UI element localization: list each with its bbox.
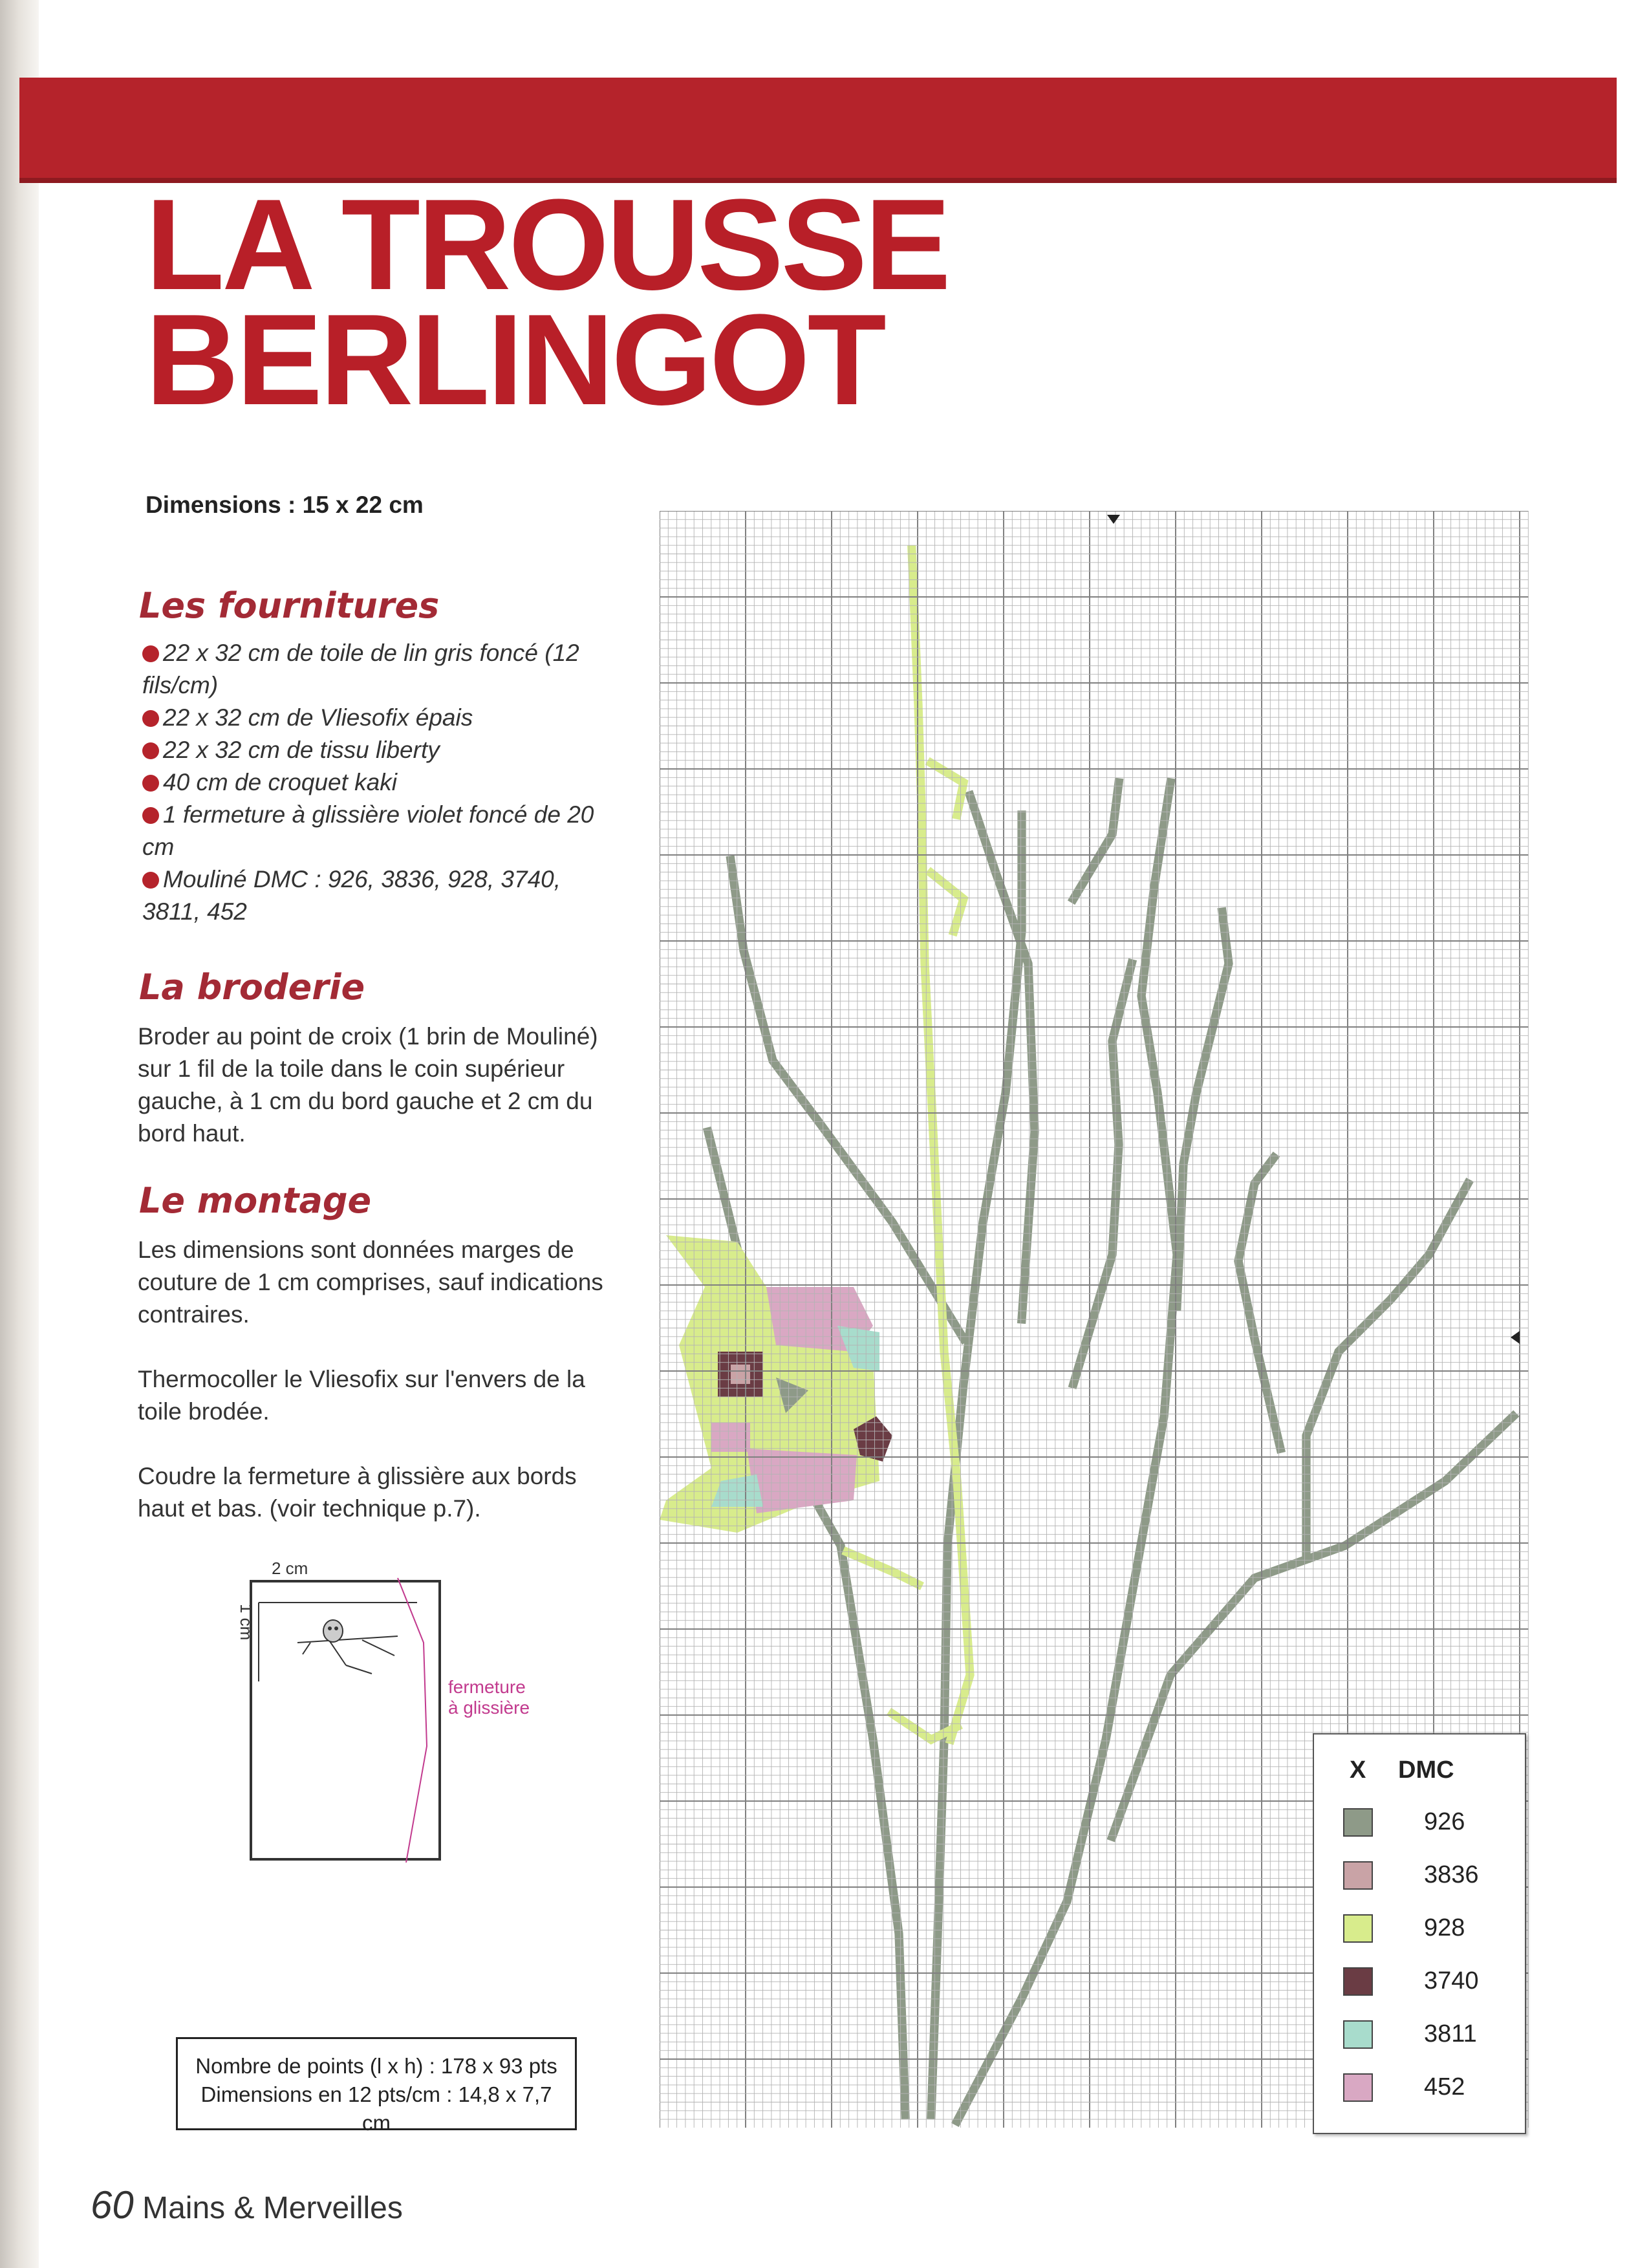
label-2cm: 2 cm	[272, 1559, 308, 1578]
owl-cheek	[711, 1423, 750, 1452]
list-item: 40 cm de croquet kaki	[142, 766, 608, 799]
legend-code: 3836	[1424, 1861, 1479, 1888]
header-band	[19, 78, 1617, 178]
list-item: 22 x 32 cm de tissu liberty	[142, 734, 608, 766]
list-item: Mouliné DMC : 926, 3836, 928, 3740, 3811, 452	[142, 866, 561, 925]
list-item: 22 x 32 cm de Vliesofix épais	[142, 702, 608, 734]
legend-row-3836	[1343, 1859, 1518, 1892]
legend-row-928	[1343, 1912, 1518, 1945]
bullet-icon	[142, 742, 159, 759]
legend-code: 928	[1424, 1914, 1465, 1941]
bullet-icon	[142, 807, 159, 824]
stitch-count-box	[176, 2037, 577, 2135]
swatch-3740	[1343, 1967, 1373, 1996]
page-edge	[0, 0, 39, 2268]
page-title	[146, 173, 949, 432]
broderie-title: La broderie	[139, 967, 365, 1008]
legend-row-926	[1343, 1806, 1518, 1839]
swatch-3836	[1343, 1861, 1373, 1890]
legend-row-452	[1343, 2071, 1518, 2104]
legend-code: 926	[1424, 1808, 1465, 1835]
owl-eye-center	[731, 1365, 750, 1384]
montage-paragraph-2: Thermocoller le Vliesofix sur l'envers de la toile brodée.	[138, 1366, 585, 1425]
magazine-name: Mains & Merveilles	[142, 2191, 403, 2225]
montage-paragraph-1: Les dimensions sont données marges de couture de 1 cm comprises, sauf indications contraires.	[138, 1237, 603, 1328]
fournitures-list	[142, 637, 608, 928]
list-item: 22 x 32 cm de toile de lin gris foncé (12 fils/cm)	[142, 640, 579, 698]
fournitures-title: Les fournitures	[139, 585, 440, 626]
bullet-icon	[142, 645, 159, 662]
bullet-icon	[142, 710, 159, 727]
stitch-dimensions-line: Dimensions en 12 pts/cm : 14,8 x 7,7 cm	[200, 2082, 552, 2135]
label-fermeture: fermeture	[448, 1677, 526, 1697]
color-legend	[1313, 1733, 1526, 2134]
assembly-diagram	[233, 1552, 569, 1888]
stitch-count-line: Nombre de points (l x h) : 178 x 93 pts	[195, 2054, 557, 2078]
title-line-1: LA TROUSSE	[146, 173, 949, 317]
montage-paragraph-3: Coudre la fermeture à glissière aux bords haut et bas. (voir technique p.7).	[138, 1463, 577, 1522]
legend-code: 3740	[1424, 1967, 1479, 1994]
swatch-3811	[1343, 2020, 1373, 2049]
legend-header-dmc: DMC	[1398, 1756, 1454, 1784]
legend-code: 3811	[1424, 2020, 1477, 2047]
legend-row-3740	[1343, 1965, 1518, 1998]
montage-title: Le montage	[139, 1180, 372, 1221]
owl-branch-thumbnail	[297, 1620, 398, 1674]
page-number: 60	[91, 2183, 134, 2227]
label-a-glissiere: à glissière	[448, 1698, 530, 1718]
pouch-outline	[251, 1581, 440, 1859]
title-line-2: BERLINGOT	[146, 288, 884, 432]
swatch-928	[1343, 1914, 1373, 1943]
zipper-line	[398, 1578, 427, 1863]
swatch-452	[1343, 2073, 1373, 2102]
broderie-text: Broder au point de croix (1 brin de Mouliné) sur 1 fil de la toile dans le coin supérieur gauche, à 1 cm du bord gauche et 2 cm du bord haut.	[138, 1023, 598, 1147]
dimensions-text: Dimensions : 15 x 22 cm	[146, 491, 424, 518]
legend-header-x: X	[1350, 1756, 1366, 1784]
list-item: 1 fermeture à glissière violet foncé de 20 cm	[142, 801, 594, 860]
label-1cm: 1 cm	[237, 1604, 256, 1641]
legend-row-3811	[1343, 2018, 1518, 2051]
swatch-926	[1343, 1808, 1373, 1837]
bullet-icon	[142, 775, 159, 792]
bullet-icon	[142, 872, 159, 889]
legend-code: 452	[1424, 2073, 1465, 2101]
page-footer	[91, 2183, 403, 2227]
